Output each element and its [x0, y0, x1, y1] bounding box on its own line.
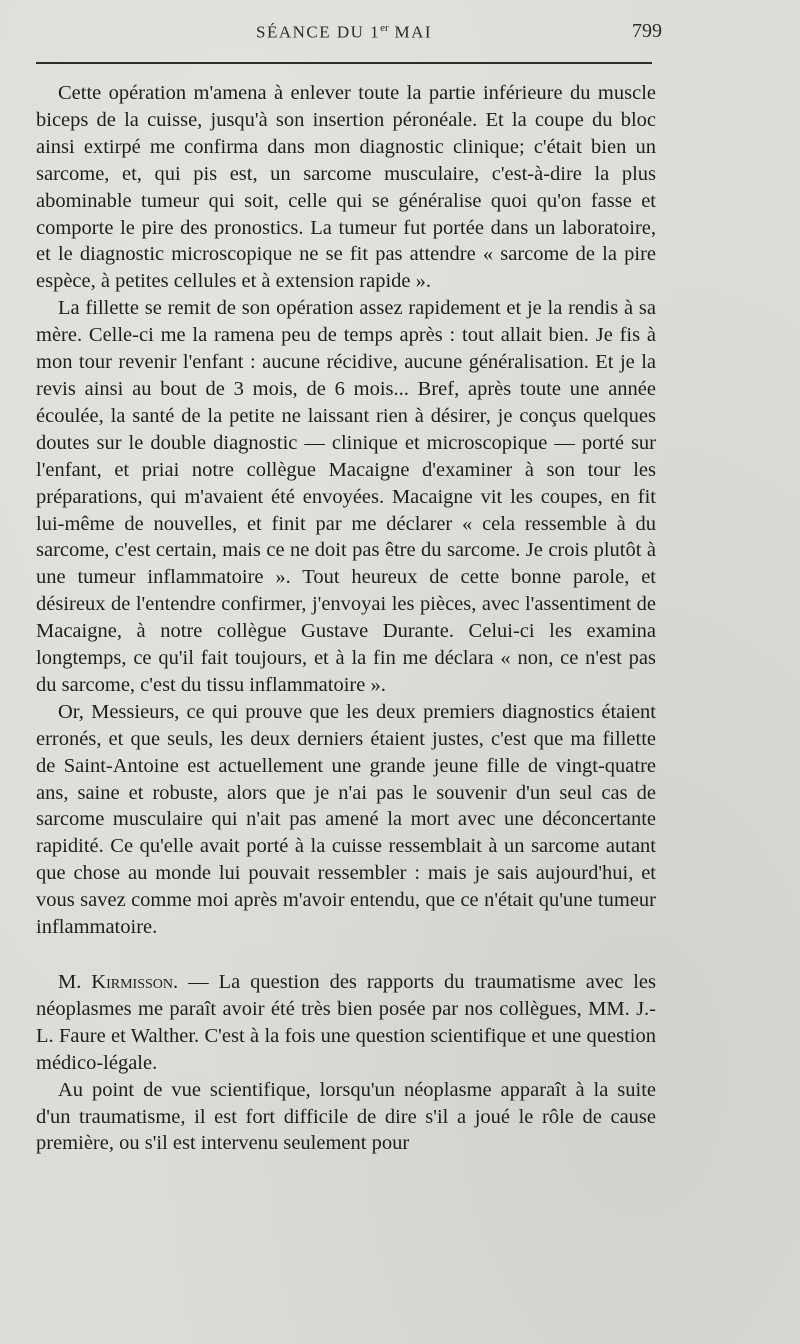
- page-number: 799: [632, 20, 662, 42]
- header-rule: [36, 62, 652, 64]
- paragraph-final: Au point de vue scientifique, lorsqu'un néoplasme apparaît à la suite d'un traumatisme, il est fort difficile de dire s'il a joué le rôle de cause première, ou s'il est intervenu seulement pour: [36, 1078, 656, 1155]
- running-head-title-prefix: SÉANCE DU 1: [256, 22, 381, 42]
- paragraph-kirmisson: [36, 969, 656, 1077]
- paragraph-2: La fillette se remit de son opération assez rapidement et je la rendis à sa mère. Celle-ci me la ramena peu de temps après : tout allait bien. Je fis à mon tour revenir l'enfant : aucune récidive, aucune généralisation. Et je la revis ainsi au bout de 3 mois, de 6 mois... Bref, après toute une année écoulée, la santé de la petite ne laissant rien à désirer, je conçus quelques doutes sur le double diagnostic — clinique et microscopique — porté sur l'enfant, et priai notre collègue Macaigne d'examiner à son tour les préparations, qui m'avaient été envoyées. Macaigne vit les coupes, en fit lui-même de nouvelles, et finit par me déclarer « cela ressemble à du sarcome, c'est certain, mais ce ne doit pas être du sarcome. Je crois plutôt à une tumeur inflammatoire ». Tout heureux de cette bonne parole, et désireux de l'entendre confirmer, j'envoyai les pièces, avec l'assentiment de Macaigne, à notre collègue Gustave Durante. Celui-ci les examina longtemps, ce qu'il fait toujours, et à la fin me déclara « non, ce n'est pas du sarcome, c'est du tissu inflammatoire ».: [36, 297, 656, 696]
- paragraph-3: Or, Messieurs, ce qui prouve que les deux premiers diagnostics étaient erronés, et que seuls, les deux derniers étaient justes, c'est que ma fillette de Saint-Antoine est actuellement une grande jeune fille de vingt-quatre ans, saine et robuste, alors que je n'ai pas le souvenir d'un seul cas de sarcome musculaire qui n'ait pas amené la mort avec une déconcertante rapidité. Ce qu'elle avait porté à la cuisse ressemblait à un sarcome autant que chose au monde lui pouvait ressembler : mais je sais aujourd'hui, et vous savez comme moi après m'avoir entendu, que ce n'était qu'une tumeur inflammatoire.: [36, 700, 656, 939]
- speaker-statement: — La question des rapports du traumatisme avec les néoplasmes me paraît avoir été très bien posée par nos collègues, MM. J.-L. Faure et Walther. C'est à la fois une question scientifique et une question médico-légale.: [36, 971, 657, 1074]
- speaker-name: M. Kirmisson.: [58, 971, 179, 993]
- running-head-title-suffix: MAI: [388, 22, 433, 42]
- paragraph-1: Cette opération m'amena à enlever toute la partie inférieure du muscle biceps de la cuisse, jusqu'à son insertion péronéale. Et la coupe du bloc ainsi extirpé me confirma dans mon diagnostic clinique; c'était bien un sarcome, et, qui pis est, un sarcome musculaire, c'est-à-dire la plus abominable tumeur qui soit, celle qui se généralise quoi qu'on fasse et comporte le pire des pronostics. La tumeur fut portée dans un laboratoire, et le diagnostic microscopique ne se fit pas attendre « sarcome de la pire espèce, à petites cellules et à extension rapide ».: [36, 82, 656, 293]
- body-text: [36, 80, 656, 1157]
- running-head-title: [256, 22, 432, 43]
- running-head: [36, 18, 662, 48]
- running-head-title-superscript: er: [380, 22, 389, 34]
- section-gap: [36, 941, 656, 969]
